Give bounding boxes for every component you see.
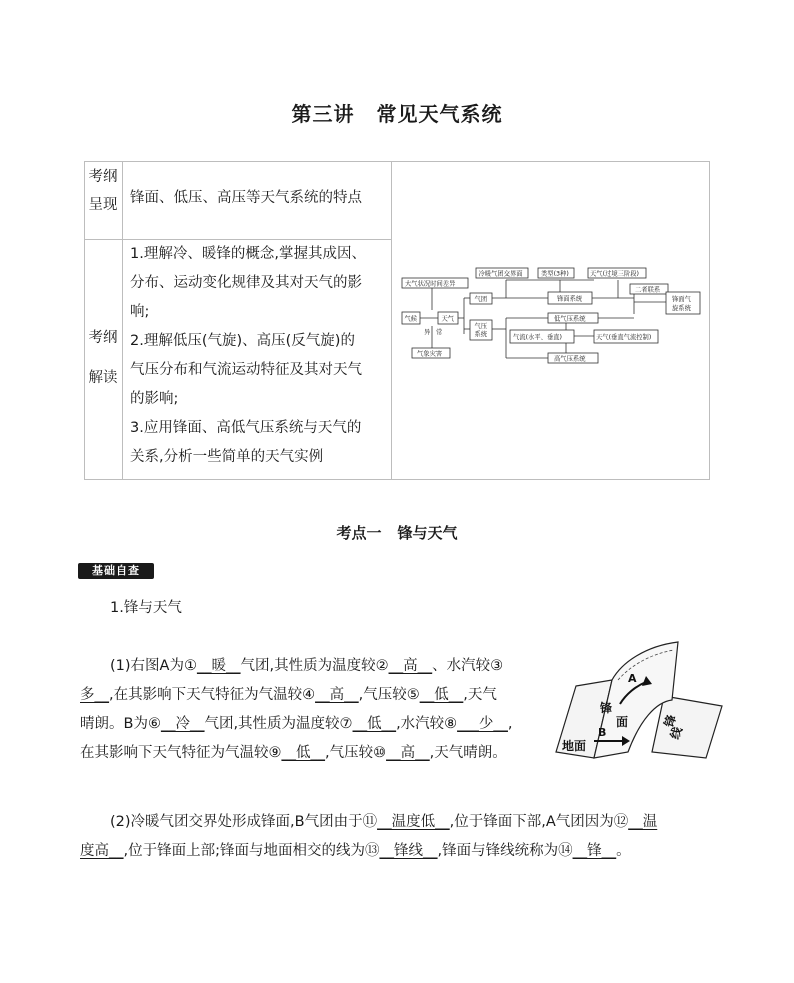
box-high-system-text: 高气压系统 xyxy=(554,355,586,363)
label-front-face: 面 xyxy=(616,715,629,729)
section-heading-part1: 考点一 xyxy=(336,524,382,542)
box-airflow-text: 气流(水平、垂直) xyxy=(513,334,562,341)
row2-line: 气压分布和气流运动特征及其对天气 xyxy=(130,362,362,378)
box-climate-text: 气候 xyxy=(404,315,418,323)
answer-blank: __温度低__ xyxy=(377,814,450,830)
box-front-system-text: 锋面系统 xyxy=(557,295,583,303)
box-interface-text: 冷暖气团交界面 xyxy=(478,270,523,278)
text: ,天气 xyxy=(463,687,497,703)
box-front-cyclone-text: 旋系统 xyxy=(672,305,691,312)
text: 、水汽较③ xyxy=(432,658,504,674)
text: ,在其影响下天气特征为气温较④ xyxy=(109,687,316,703)
text: (1)右图A为① xyxy=(110,658,197,674)
title-part2: 常见天气系统 xyxy=(376,102,503,126)
answer-blank: __低__ xyxy=(419,687,464,703)
box-weather-state-text: 大气状况时间差异 xyxy=(405,280,456,288)
title-part1: 第三讲 xyxy=(291,102,355,126)
label-front-line: 线 xyxy=(667,724,685,742)
page-title xyxy=(0,98,794,127)
row2-text xyxy=(130,240,388,472)
text: ,水汽较⑧ xyxy=(396,716,458,732)
text: ,位于锋面上部;锋面与地面相交的线为⑬ xyxy=(123,843,380,859)
text: ,天气晴朗。 xyxy=(429,745,507,761)
answer-blank: 多__ xyxy=(80,687,109,703)
row2-line: 1.理解冷、暖锋的概念,掌握其成因、 xyxy=(130,246,366,262)
answer-blank: 度高__ xyxy=(80,843,124,859)
answer-blank: __高__ xyxy=(315,687,359,703)
paragraph-1 xyxy=(80,652,550,768)
box-types-text: 类型(3种) xyxy=(541,270,569,278)
box-weather-text: 天气 xyxy=(441,315,455,323)
answer-blank: __高__ xyxy=(386,745,430,761)
text: ,锋面与锋线统称为⑭ xyxy=(437,843,573,859)
row1-text: 锋面、低压、高压等天气系统的特点 xyxy=(130,190,362,206)
table-divider xyxy=(122,161,123,480)
basics-badge: 基础自查 xyxy=(78,563,154,579)
box-stages-text: 天气(过境三阶段) xyxy=(590,270,639,278)
row2-label-line: 解读 xyxy=(88,370,118,386)
paragraph-1-line xyxy=(80,681,550,710)
label-B: B xyxy=(598,726,607,739)
answer-blank: ___少__ xyxy=(457,716,508,732)
row1-label-line: 呈现 xyxy=(88,197,118,213)
text: ,气压较⑩ xyxy=(325,745,387,761)
row2-line: 响; xyxy=(130,304,150,320)
label-A: A xyxy=(628,672,637,685)
row2-line: 3.应用锋面、高低气压系统与天气的 xyxy=(130,420,362,436)
text: 在其影响下天气特征为气温较⑨ xyxy=(80,745,282,761)
table-divider xyxy=(391,161,392,480)
label-front-face: 锋 xyxy=(600,701,613,715)
answer-blank: __锋__ xyxy=(572,843,617,859)
answer-blank: __低__ xyxy=(352,716,397,732)
text: 气团,其性质为温度较② xyxy=(240,658,389,674)
section-heading xyxy=(0,522,794,543)
text: (2)冷暖气团交界处形成锋面,B气团由于⑪ xyxy=(110,814,378,830)
box-front-cyclone-text: 锋面气 xyxy=(672,296,691,303)
answer-blank: __冷__ xyxy=(160,716,205,732)
row1-label xyxy=(84,163,122,219)
row2-line: 的影响; xyxy=(130,391,179,407)
row1-label-line: 考纲 xyxy=(88,169,118,185)
row2-label-line: 考纲 xyxy=(88,330,118,346)
box-pressure-system-text: 气压 xyxy=(474,323,488,330)
paragraph-1-line xyxy=(80,652,550,681)
answer-blank: __暖__ xyxy=(196,658,241,674)
label-anomaly: 常 xyxy=(436,329,443,336)
row2-label xyxy=(84,324,122,392)
paragraph-2 xyxy=(80,808,710,866)
text: 晴朗。B为⑥ xyxy=(80,716,161,732)
text: 气团,其性质为温度较⑦ xyxy=(204,716,353,732)
box-relation-text: 二者联系 xyxy=(635,286,661,294)
box-pressure-system-text: 系统 xyxy=(474,331,488,338)
text: 。 xyxy=(616,843,631,859)
front-figure xyxy=(554,640,724,762)
paragraph-1-line xyxy=(80,739,550,768)
subheading: 1.锋与天气 xyxy=(110,600,182,616)
paragraph-1-line xyxy=(80,710,550,739)
text: , xyxy=(507,716,513,732)
label-ground: 地面 xyxy=(562,739,587,753)
text: ,气压较⑤ xyxy=(358,687,420,703)
box-disaster-text: 气象灾害 xyxy=(417,350,443,358)
box-low-system-text: 低气压系统 xyxy=(554,315,586,323)
concept-diagram xyxy=(398,262,708,368)
answer-blank: __锋线__ xyxy=(379,843,438,859)
answer-blank: __低__ xyxy=(281,745,325,761)
answer-blank: __高__ xyxy=(388,658,433,674)
paragraph-2-line xyxy=(80,808,710,837)
answer-blank: __温 xyxy=(628,814,658,830)
box-vertical-control-text: 天气(垂直气流控制) xyxy=(596,334,652,341)
paragraph-2-line xyxy=(80,837,710,866)
label-front-line: 锋 xyxy=(661,712,679,730)
text: ,位于锋面下部,A气团因为⑫ xyxy=(449,814,629,830)
box-airmass-text: 气团 xyxy=(474,296,488,303)
label-anomaly: 异 xyxy=(424,329,431,336)
row2-line: 分布、运动变化规律及其对天气的影 xyxy=(130,275,362,291)
section-heading-part2: 锋与天气 xyxy=(397,524,458,542)
row2-line: 2.理解低压(气旋)、高压(反气旋)的 xyxy=(130,333,355,349)
ground-right-plane xyxy=(652,696,722,758)
row2-line: 关系,分析一些简单的天气实例 xyxy=(130,449,324,465)
